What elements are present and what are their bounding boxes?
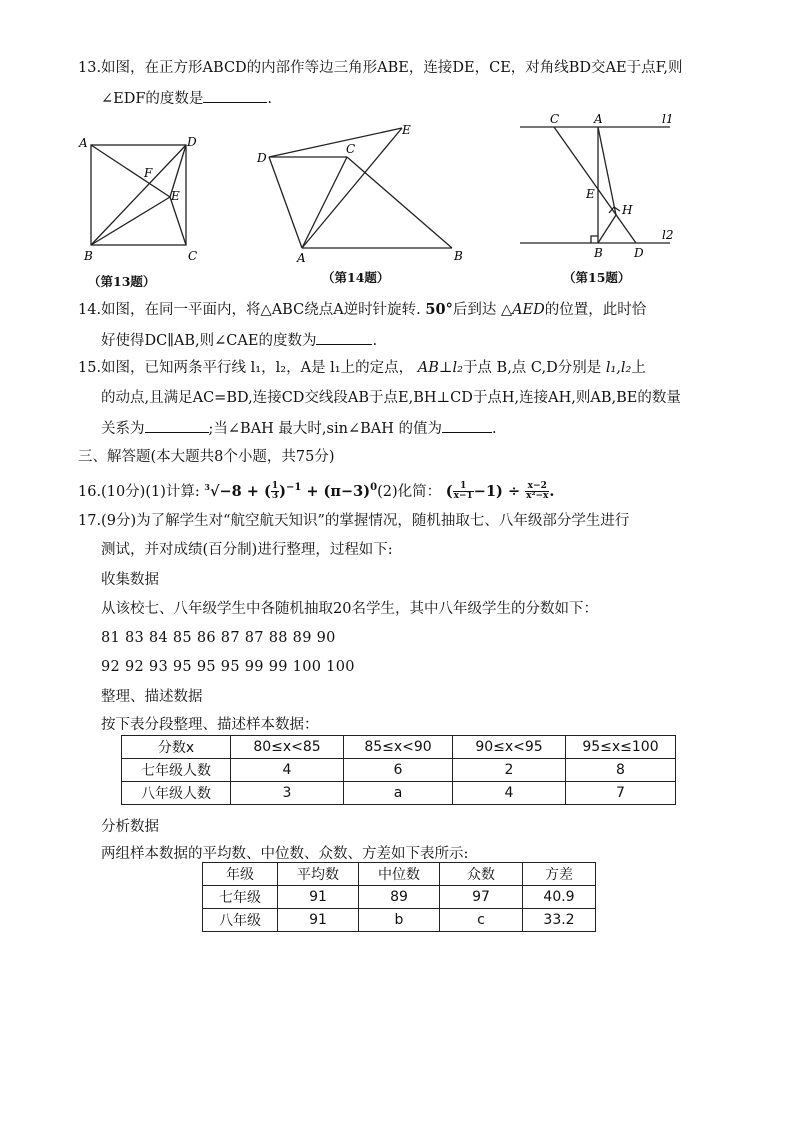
figure-14 bbox=[252, 120, 472, 265]
statistics-table bbox=[202, 862, 596, 932]
table-header-cell: 中位数 bbox=[359, 863, 440, 886]
q16-expression-2: ( $\frac{1}{x-1}$ −1) ÷ $\frac{x-2}{\text{x²−x}}$ . bbox=[445, 481, 555, 502]
fig13-label-a: A bbox=[79, 136, 88, 150]
lines-l1-l2: l₁,l₂ bbox=[605, 360, 632, 376]
answer-blank bbox=[145, 418, 209, 433]
collect-heading: 收集数据 bbox=[101, 572, 159, 588]
analyze-heading: 分析数据 bbox=[101, 819, 159, 835]
segment-ce bbox=[170, 197, 186, 245]
table-cell: 八年级人数 bbox=[122, 782, 231, 805]
q14-text-a: 14.如图，在同一平面内，将△ABC绕点A逆时针旋转. bbox=[78, 302, 421, 318]
q15-line2: 的动点,且满足AC=BD,连接CD交线段AB于点E,BH⊥CD于点H,连接AH,则AB,BE的数量 bbox=[101, 390, 681, 406]
table-row bbox=[122, 759, 676, 782]
organize-heading: 整理、描述数据 bbox=[101, 689, 203, 705]
q16-part1-label: 16.(10分)(1)计算: bbox=[78, 483, 200, 500]
fig14-label-b: B bbox=[454, 249, 463, 263]
fig13-label-f: F bbox=[144, 166, 153, 180]
fig13-label-d: D bbox=[187, 135, 197, 149]
fig15-label-a: A bbox=[594, 112, 603, 126]
fig13-label-b: B bbox=[84, 249, 93, 263]
segment-cb bbox=[347, 157, 452, 248]
table-header-cell: 85≤x<90 bbox=[344, 736, 453, 759]
fig15-label-c: C bbox=[550, 112, 560, 126]
q16-part2-label: (2)化简： bbox=[377, 483, 442, 500]
analyze-description: 两组样本数据的平均数、中位数、众数、方差如下表所示: bbox=[101, 846, 469, 862]
table-cell: c bbox=[440, 909, 523, 932]
table-cell: 89 bbox=[359, 886, 440, 909]
q13-period: . bbox=[267, 91, 273, 107]
table-cell: b bbox=[359, 909, 440, 932]
score-distribution-table bbox=[121, 735, 676, 805]
table-row bbox=[203, 886, 596, 909]
q14-line2 bbox=[101, 330, 377, 351]
fig14-label-c: C bbox=[346, 142, 356, 156]
figure-13 bbox=[74, 130, 204, 266]
table-row bbox=[203, 909, 596, 932]
fig15-label-l1: l1 bbox=[662, 112, 674, 126]
figure-13-caption: （第13题） bbox=[88, 274, 156, 289]
segment-ae bbox=[91, 145, 170, 197]
table-cell: 8 bbox=[566, 759, 676, 782]
segment-cd bbox=[554, 127, 636, 243]
table-header-cell: 平均数 bbox=[278, 863, 359, 886]
segment-bh bbox=[598, 215, 616, 243]
q14-text-c: 后到达 bbox=[452, 302, 497, 318]
right-angle-b bbox=[591, 236, 598, 243]
table-cell: 3 bbox=[231, 782, 344, 805]
fig15-label-l2: l2 bbox=[662, 228, 674, 242]
q15-text-a: 15.如图，已知两条平行线 l₁，l₂，A是 l₁上的定点， bbox=[78, 360, 414, 376]
table-row bbox=[122, 782, 676, 805]
table-cell: 4 bbox=[453, 782, 566, 805]
table-cell: 4 bbox=[231, 759, 344, 782]
fig14-label-d: D bbox=[257, 151, 267, 165]
table-cell: 97 bbox=[440, 886, 523, 909]
ab-perp-l2: AB⊥l₂ bbox=[417, 360, 463, 376]
q15-text-3b: ;当∠BAH 最大时,sin∠BAH 的值为 bbox=[208, 421, 442, 437]
q13-line2 bbox=[101, 88, 272, 109]
answer-blank bbox=[442, 418, 492, 433]
q14-period: . bbox=[372, 333, 378, 349]
organize-description: 按下表分段整理、描述样本数据： bbox=[101, 717, 319, 733]
q16-expression-1: $^3$√−8 + ( $\frac{1}{3}$ )$^{-1} + (\pi-3)^0$ bbox=[204, 481, 378, 502]
figure-15 bbox=[520, 110, 680, 265]
q13-line2-text: ∠EDF的度数是 bbox=[101, 91, 204, 107]
q15-line1 bbox=[78, 358, 646, 378]
table-cell: 七年级 bbox=[203, 886, 278, 909]
fig14-label-e: E bbox=[402, 123, 411, 137]
scores-row-2: 92 92 93 95 95 95 99 99 100 100 bbox=[101, 659, 355, 675]
table-header-cell: 80≤x<85 bbox=[231, 736, 344, 759]
q13-line1: 13.如图，在正方形ABCD的内部作等边三角形ABE，连接DE，CE，对角线BD交AE于点F,则 bbox=[78, 60, 683, 76]
q15-text-3a: 关系为 bbox=[101, 421, 145, 437]
fig15-label-h: H bbox=[622, 203, 633, 217]
q15-text-e: 上 bbox=[631, 360, 646, 376]
q16-line bbox=[78, 474, 554, 500]
table-header-row bbox=[122, 736, 676, 759]
fig13-label-c: C bbox=[188, 249, 198, 263]
table-cell: a bbox=[344, 782, 453, 805]
scores-row-1: 81 83 84 85 86 87 87 88 89 90 bbox=[101, 630, 336, 646]
table-cell: 91 bbox=[278, 909, 359, 932]
table-cell: 40.9 bbox=[523, 886, 596, 909]
fig15-label-e: E bbox=[586, 187, 595, 201]
table-header-cell: 方差 bbox=[523, 863, 596, 886]
answer-blank bbox=[203, 88, 267, 103]
segment-da bbox=[269, 157, 302, 248]
table-header-cell: 95≤x≤100 bbox=[566, 736, 676, 759]
table-cell: 33.2 bbox=[523, 909, 596, 932]
table-cell: 七年级人数 bbox=[122, 759, 231, 782]
fig15-label-b: B bbox=[594, 246, 603, 260]
figure-14-caption: （第14题） bbox=[322, 270, 390, 285]
rotation-angle: 50° bbox=[425, 301, 453, 318]
table-header-cell: 众数 bbox=[440, 863, 523, 886]
q14-line1 bbox=[78, 300, 646, 320]
collect-description: 从该校七、八年级学生中各随机抽取20名学生，其中八年级学生的分数如下： bbox=[101, 601, 598, 617]
table-header-cell: 90≤x<95 bbox=[453, 736, 566, 759]
answer-blank bbox=[316, 330, 372, 345]
table-cell: 八年级 bbox=[203, 909, 278, 932]
q15-line3 bbox=[101, 418, 497, 439]
q17-line2: 测试，并对成绩(百分制)进行整理，过程如下: bbox=[101, 542, 393, 558]
section-3-heading: 三、解答题(本大题共8个小题，共75分) bbox=[78, 449, 335, 465]
q15-period: . bbox=[491, 421, 497, 437]
table-header-cell: 年级 bbox=[203, 863, 278, 886]
q15-text-c: 于点 B,点 C,D分别是 bbox=[462, 360, 602, 376]
fig15-label-d: D bbox=[634, 246, 644, 260]
triangle-aed: △AED bbox=[500, 302, 545, 318]
q14-text-e: 的位置，此时恰 bbox=[544, 302, 647, 318]
fig14-label-a: A bbox=[297, 251, 306, 265]
table-header-row bbox=[203, 863, 596, 886]
figure-15-caption: （第15题） bbox=[563, 270, 631, 285]
q14-line2-text: 好使得DC∥AB,则∠CAE的度数为 bbox=[101, 333, 317, 349]
fig13-label-e: E bbox=[171, 189, 180, 203]
table-cell: 91 bbox=[278, 886, 359, 909]
table-cell: 7 bbox=[566, 782, 676, 805]
table-cell: 2 bbox=[453, 759, 566, 782]
table-header-cell: 分数x bbox=[122, 736, 231, 759]
table-cell: 6 bbox=[344, 759, 453, 782]
q17-line1: 17.(9分)为了解学生对“航空航天知识”的掌握情况，随机抽取七、八年级部分学生进行 bbox=[78, 513, 630, 529]
